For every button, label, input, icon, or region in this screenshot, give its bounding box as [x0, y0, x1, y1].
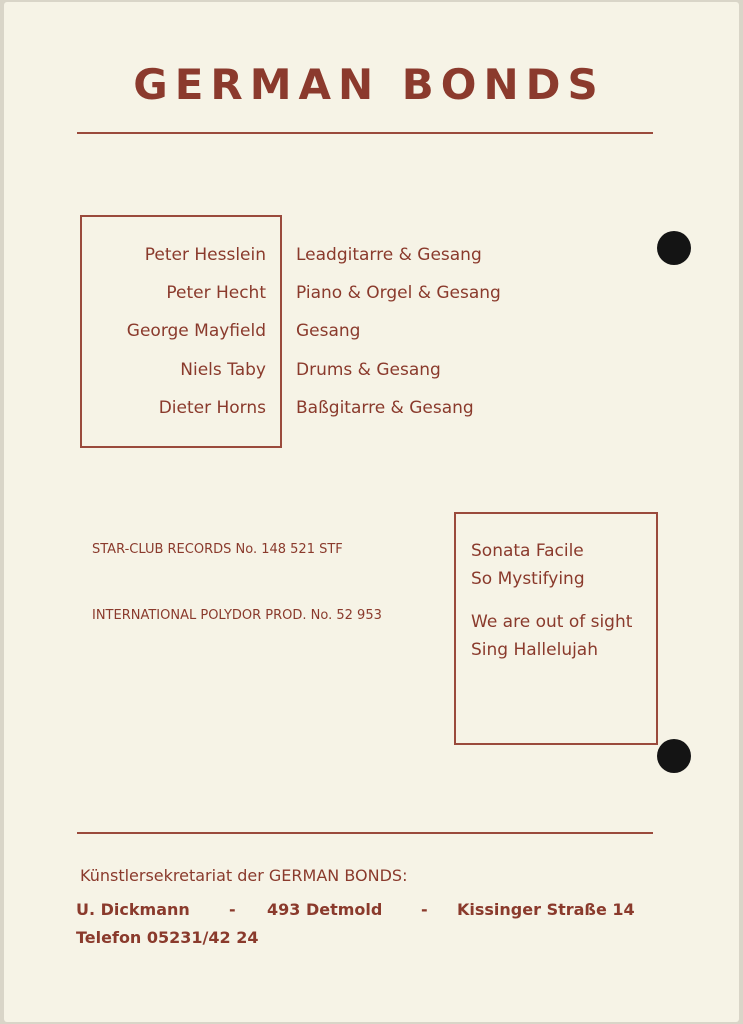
- band-title: GERMAN BONDS: [133, 60, 605, 109]
- poster-sheet: [4, 2, 739, 1022]
- member-name: Peter Hecht: [166, 283, 266, 303]
- bottom-divider: [77, 832, 653, 834]
- songs-box: [454, 512, 658, 745]
- top-divider: [77, 132, 653, 134]
- member-name: Dieter Horns: [158, 398, 266, 418]
- song-title: Sonata Facile: [471, 541, 584, 561]
- contact-street: Kissinger Straße 14: [457, 900, 635, 919]
- contact-name: U. Dickmann: [76, 900, 190, 919]
- secretariat-label: Künstlersekretariat der GERMAN BONDS:: [80, 866, 408, 885]
- punch-hole-top: [657, 231, 691, 265]
- separator: -: [421, 900, 428, 919]
- member-name: Peter Hesslein: [144, 245, 266, 265]
- separator: -: [229, 900, 236, 919]
- record-label-polydor: INTERNATIONAL POLYDOR PROD. No. 52 953: [92, 608, 382, 623]
- song-title: Sing Hallelujah: [471, 640, 599, 660]
- member-name: Niels Taby: [180, 360, 266, 380]
- member-role: Baßgitarre & Gesang: [296, 398, 474, 418]
- punch-hole-bottom: [657, 739, 691, 773]
- contact-city: 493 Detmold: [267, 900, 383, 919]
- member-role: Leadgitarre & Gesang: [296, 245, 482, 265]
- song-title: So Mystifying: [471, 569, 585, 589]
- member-role: Gesang: [296, 321, 361, 341]
- member-role: Drums & Gesang: [296, 360, 441, 380]
- members-box: [80, 215, 501, 448]
- song-title: We are out of sight: [471, 612, 633, 632]
- member-role: Piano & Orgel & Gesang: [296, 283, 501, 303]
- contact-phone: Telefon 05231/42 24: [76, 928, 259, 947]
- member-name: George Mayfield: [126, 321, 266, 341]
- record-label-star-club: STAR-CLUB RECORDS No. 148 521 STF: [92, 542, 343, 557]
